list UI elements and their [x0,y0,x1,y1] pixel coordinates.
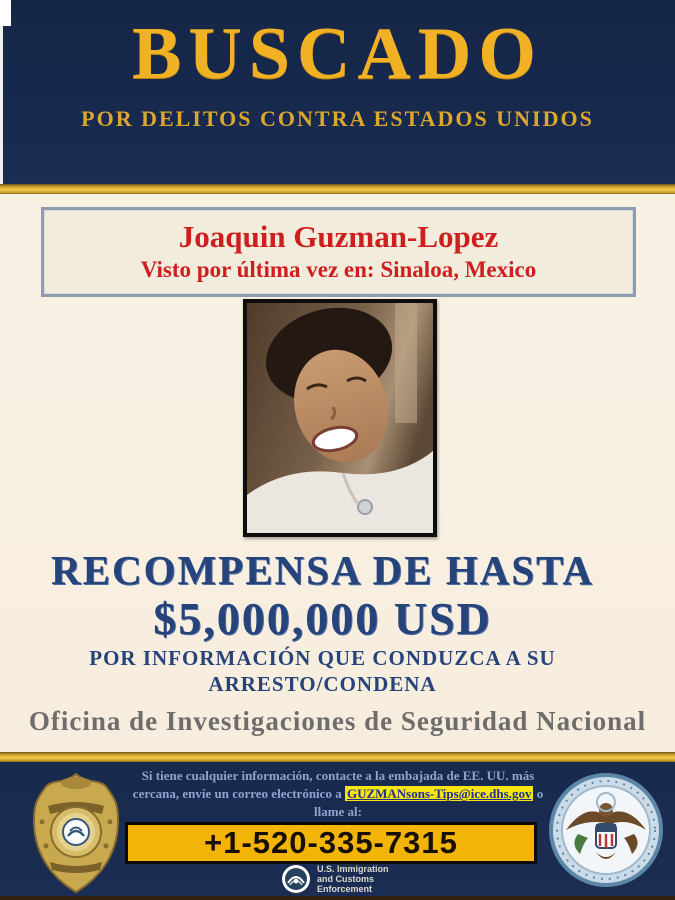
tip-phone-bar [125,822,537,864]
gold-divider-top [0,184,675,194]
dhs-seal-icon [281,864,311,894]
reward-amount: $5,000,000 USD [153,593,492,644]
agency-name [317,864,389,894]
scan-bottom-edge-artifact [0,896,675,900]
issuing-office: Oficina de Investigaciones de Seguridad Nacional [28,706,647,736]
agency-logo [281,864,389,894]
subject-photo [243,299,437,537]
agency-name-line1: U.S. Immigration [317,864,389,874]
agency-name-line3: Enforcement [317,884,373,894]
subject-name: Joaquin Guzman-Lopez [178,219,499,254]
tip-email-link[interactable]: GUZMANsons-Tips@ice.dhs.gov [346,786,532,801]
poster-title: BUSCADO [132,13,543,95]
hsi-special-agent-badge-icon [28,770,124,896]
reward-condition-line2: ARRESTO/CONDENA [208,672,437,696]
contact-line-1: Si tiene cualquier información, contacte a la embajada de EE. UU. más [141,768,535,783]
tip-phone-number: +1-520-335-7315 [204,825,458,860]
poster-subtitle: POR DELITOS CONTRA ESTADOS UNIDOS [81,106,594,131]
contact-line-2-suffix: o [533,786,544,801]
poster-header [0,0,675,184]
contact-line-2-prefix: cercana, envíe un correo electrónico a [132,786,345,801]
subject-name-box [41,207,636,297]
poster-footer [0,762,675,900]
subject-last-seen: Visto por última vez en: Sinaloa, Mexico [140,257,537,282]
contact-instructions [112,767,564,821]
us-department-of-state-seal-icon [548,772,664,888]
contact-line-3: llame al: [313,804,362,819]
subject-portrait-illustration [247,303,433,533]
gold-divider-bottom [0,752,675,762]
agency-name-line2: and Customs [317,874,375,884]
reward-condition-line1: POR INFORMACIÓN QUE CONDUZCA A SU [89,646,556,670]
contact-line-2 [112,785,564,803]
reward-headline: RECOMPENSA DE HASTA [51,547,594,593]
